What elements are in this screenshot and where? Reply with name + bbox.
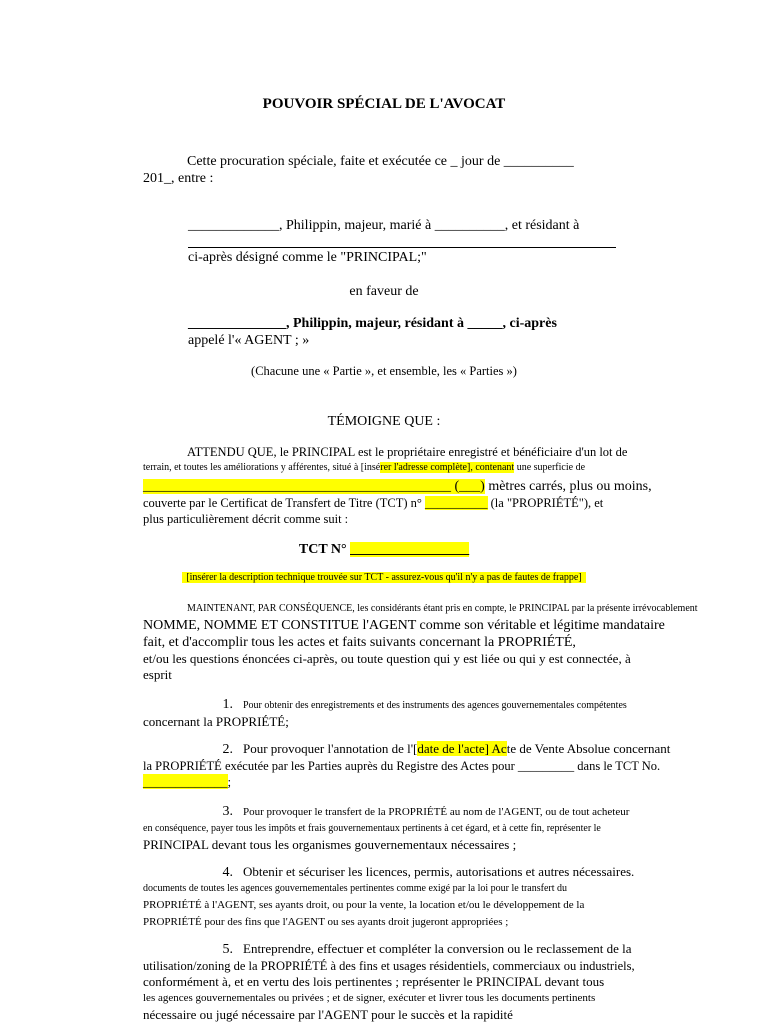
principal-line-1: _____________, Philippin, majeur, marié à __________, et résidant à: [188, 218, 580, 233]
intro-paragraph: [143, 153, 683, 187]
maintenant-line-2: NOMME, NOMME ET CONSTITUE l'AGENT comme son véritable et légitime mandataire: [143, 618, 665, 633]
attendu-line-4: couverte par le Certificat de Transfert de Titre (TCT) n° __________ (la "PROPRIÉTÉ"), et: [143, 496, 604, 510]
tct-note: [0, 570, 768, 586]
highlighted-deed-date: date de l'acte] Ac: [417, 741, 507, 756]
principal-paragraph: [188, 217, 628, 234]
en-faveur-label: en faveur de: [349, 284, 419, 299]
list-item: 5. Entreprendre, effectuer et compléter la conversion ou le reclassement de la utilisation/zoning de la PROPRIÉTÉ à des fins et usages résidentiels, commerciaux ou industriels, conformément à, et en vertu des lois pertinentes ; représenter le PRINCIPAL devant tous les agences gouvernementales ou privées ; et de signer, exécuter et livrer tous les documents pertinents nécessaire ou jugé nécessaire par l'AGENT pour le succès et la rapidité: [143, 941, 635, 1022]
maintenant-line-1: MAINTENANT, PAR CONSÉQUENCE, les considérants étant pris en compte, le PRINCIPAL par la présente irrévocablement: [187, 603, 698, 614]
highlighted-tct-note: [insérer la description technique trouvée sur TCT - assurez-vous qu'il n'y a pas de fautes de frappe]: [182, 572, 585, 583]
parties-note: (Chacune une « Partie », et ensemble, les « Parties »): [251, 364, 517, 378]
highlighted-tct-blank: __________: [425, 496, 488, 510]
highlighted-address: rer l'adresse complète], contenant: [380, 462, 515, 473]
agent-paragraph: [188, 315, 628, 349]
highlighted-tct-no-blank: _____________: [143, 774, 228, 789]
agent-line-2: appelé l'« AGENT ; »: [188, 333, 310, 348]
principal-blank-line: [188, 247, 616, 248]
highlighted-tct-number: _________________: [350, 542, 470, 557]
tct-heading: TCT N° _________________: [298, 542, 470, 557]
item-number: 3.: [222, 804, 233, 819]
list-item: 2. Pour provoquer l'annotation de l'[date de l'acte] Acte de Vente Absolue concernant la PROPRIÉTÉ exécutée par les Parties auprès du Registre des Actes pour _________ dans le TCT No. _____________;: [143, 741, 671, 789]
item-number: 5.: [222, 942, 233, 957]
list-item: 3. Pour provoquer le transfert de la PROPRIÉTÉ au nom de l'AGENT, ou de tout acheteur en conséquence, payer tous les impôts et frais gouvernementaux pertinents à cet égard, et à cette fin, représenter le PRINCIPAL devant tous les organismes gouvernementaux nécessaires ;: [143, 804, 630, 852]
maintenant-line-3: fait, et d'accomplir tous les actes et faits suivants concernant la PROPRIÉTÉ,: [143, 635, 576, 650]
document-title: POUVOIR SPÉCIAL DE L'AVOCAT: [262, 96, 506, 112]
item-number: 2.: [222, 742, 233, 757]
principal-designation: [188, 249, 628, 266]
maintenant-line-5: esprit: [143, 667, 172, 682]
attendu-line-1: ATTENDU QUE, le PRINCIPAL est le propriétaire enregistré et bénéficiaire d'un lot de: [187, 445, 628, 459]
item-number: 1.: [222, 697, 233, 712]
principal-line-3: ci-après désigné comme le "PRINCIPAL;": [188, 250, 427, 265]
attendu-line-5: plus particulièrement décrit comme suit :: [143, 512, 349, 526]
attendu-line-2: terrain, et toutes les améliorations y afférentes, situé à [insérer l'adresse complète], contenant une superficie de: [143, 462, 586, 473]
maintenant-line-4: et/ou les questions énoncées ci-après, ou toute question qui y est liée ou qui y est connectée, à: [143, 651, 631, 666]
list-item: 1. Pour obtenir des enregistrements et des instruments des agences gouvernementales compétentes concernant la PROPRIÉTÉ;: [143, 697, 627, 729]
attendu-paragraph: [143, 444, 683, 527]
intro-line-1: Cette procuration spéciale, faite et exécutée ce _ jour de __________: [187, 154, 574, 169]
intro-line-2: 201_, entre :: [143, 171, 214, 186]
list-item: 4. Obtenir et sécuriser les licences, permis, autorisations et autres nécessaires. documents de toutes les agences gouvernementales pertinentes comme exigé par la loi pour le transfert du PROPRIÉTÉ à l'AGENT, ses ayants droit, ou pour la vente, la location et/ou le développement de la PROPRIÉTÉ pour des fins que l'AGENT ou ses ayants droit jugeront appropriées ;: [143, 864, 635, 928]
highlighted-area-number: (___): [454, 479, 485, 494]
highlighted-area-blank: ____________________________________________: [143, 479, 455, 494]
agent-line-1: ______________, Philippin, majeur, résidant à _____, ci-après: [188, 316, 557, 331]
temoigne-heading: TÉMOIGNE QUE :: [327, 414, 441, 429]
attendu-line-3: ____________________________________________ (___) mètres carrés, plus ou moins,: [143, 479, 652, 494]
maintenant-paragraph: [143, 601, 698, 683]
item-number: 4.: [222, 865, 233, 880]
